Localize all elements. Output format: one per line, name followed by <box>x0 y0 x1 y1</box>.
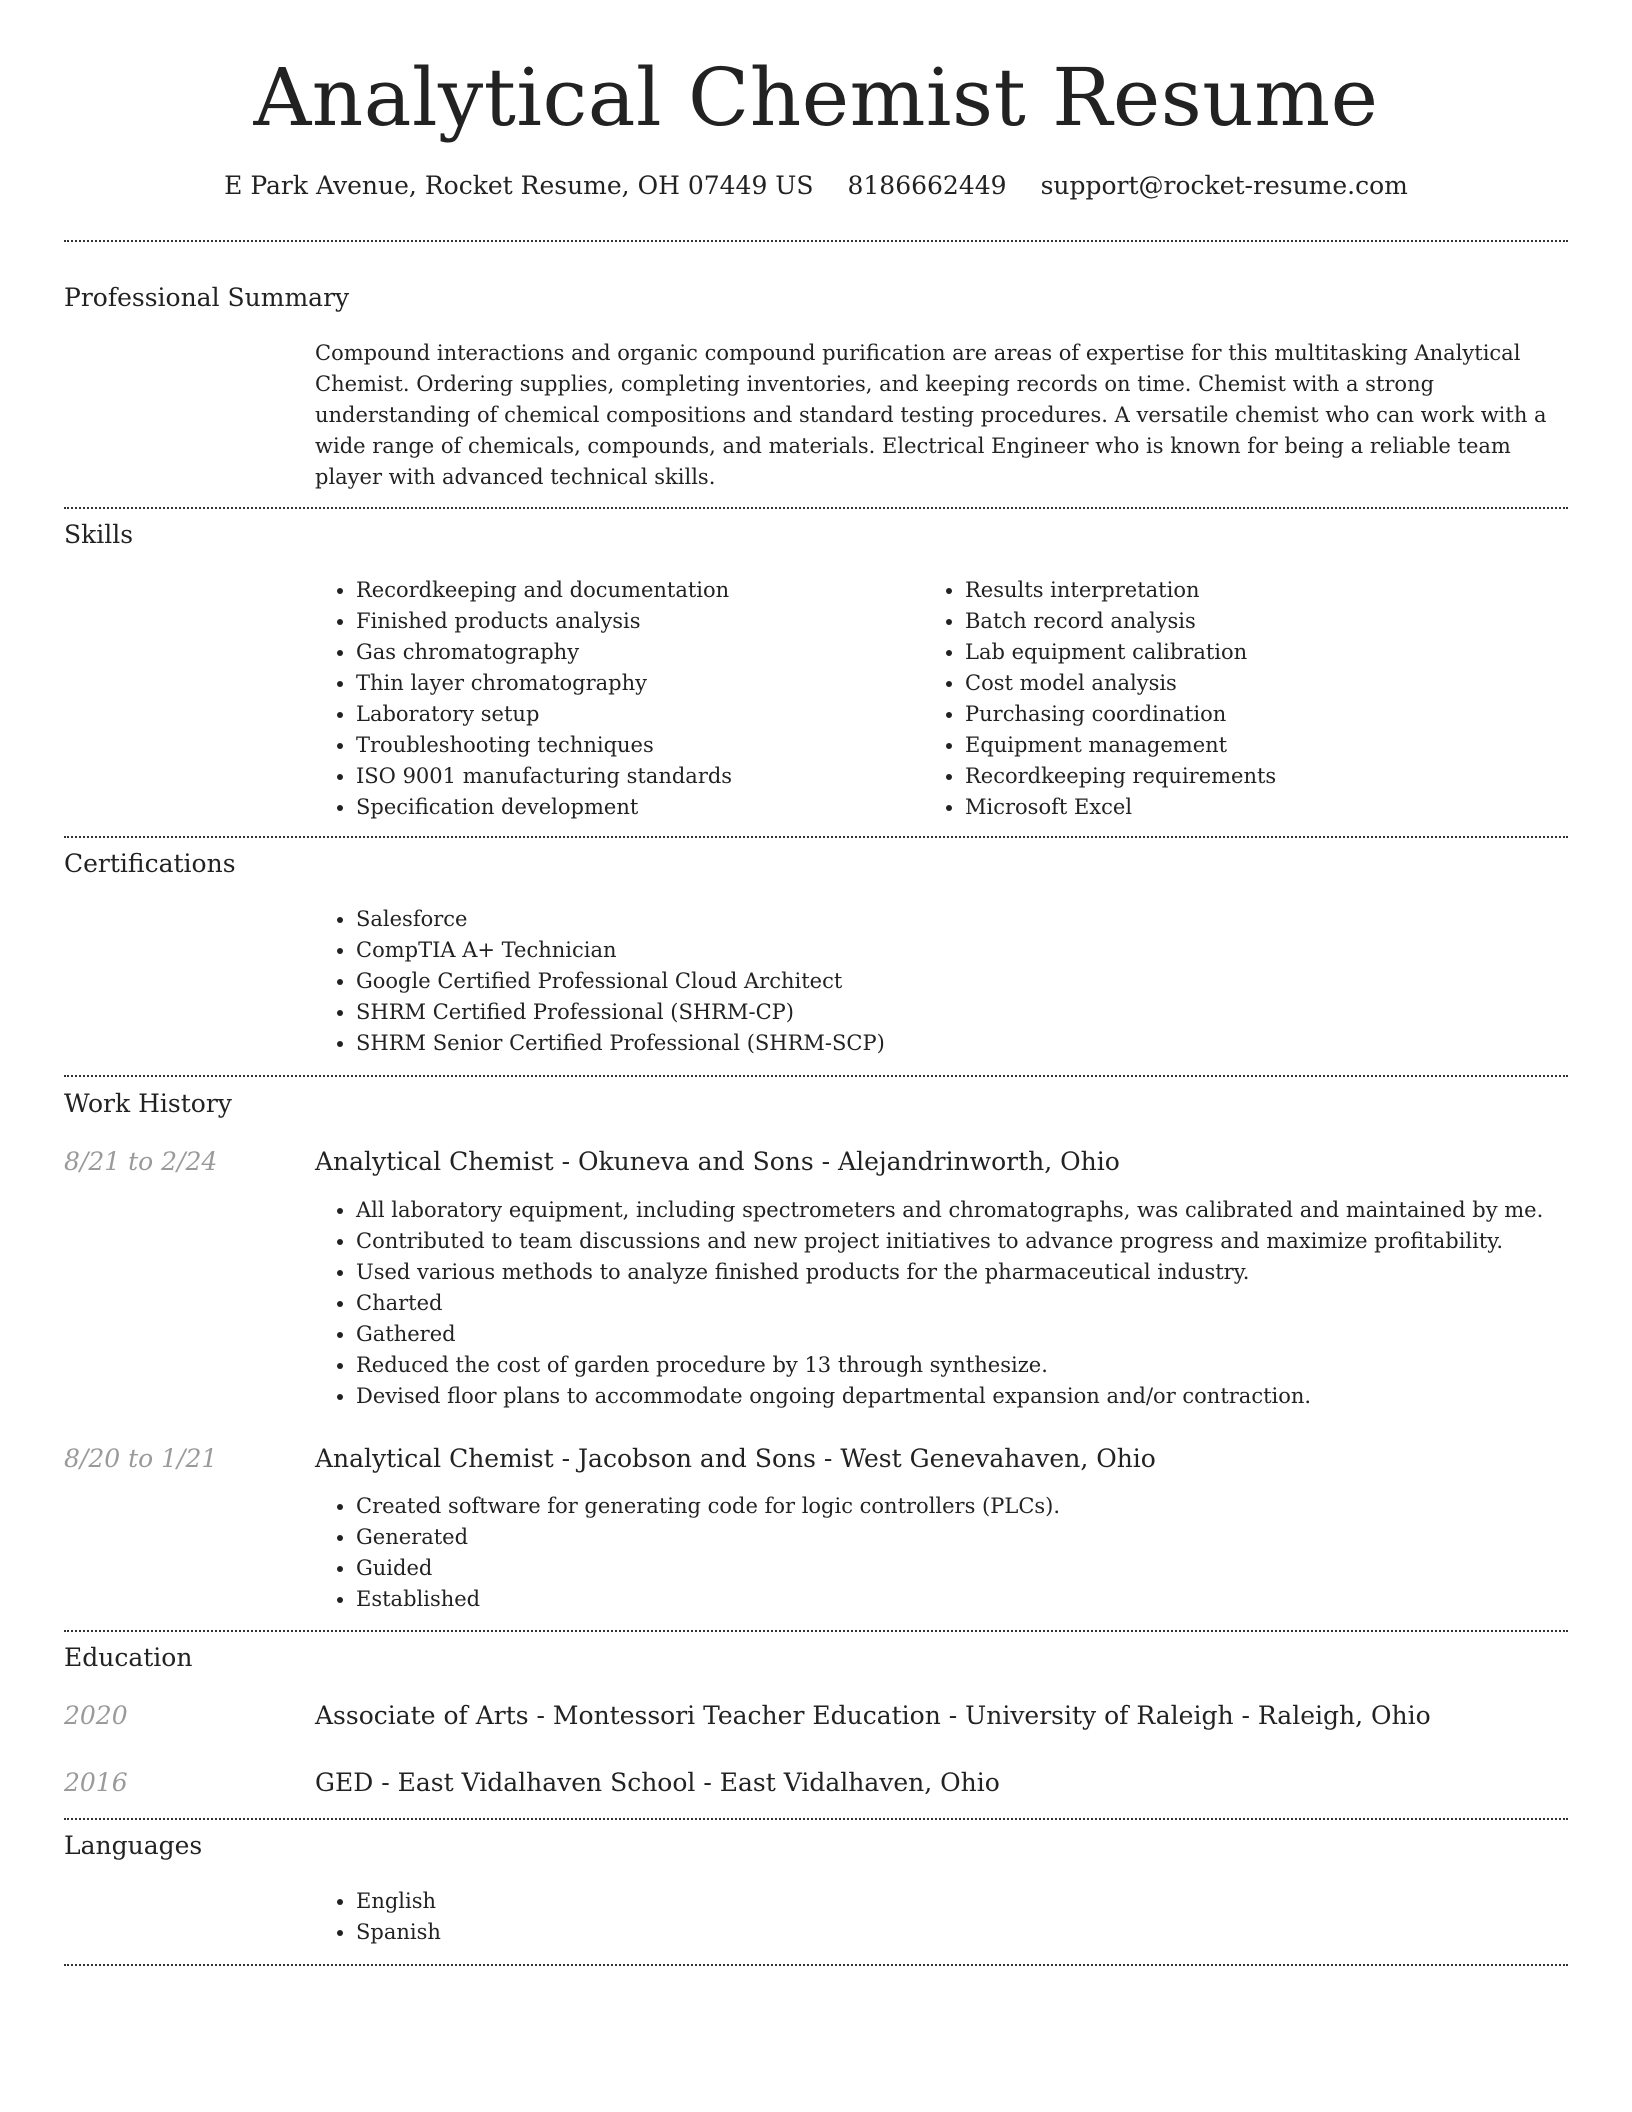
skill-item: • Cost model analysis <box>965 668 1565 699</box>
education-entry: GED - East Vidalhaven School - East Vidalhaven, Ohio <box>315 1768 1000 1797</box>
certifications-list <box>312 904 1556 1059</box>
divider <box>64 1964 1568 1966</box>
job-dates: 8/20 to 1/21 <box>64 1444 218 1473</box>
skill-item: • Specification development <box>356 792 916 823</box>
job-dates: 8/21 to 2/24 <box>64 1147 218 1176</box>
skill-item: • ISO 9001 manufacturing standards <box>356 761 916 792</box>
job-bullet: • Used various methods to analyze finished products for the pharmaceutical industry. <box>356 1257 1606 1288</box>
skill-item: • Purchasing coordination <box>965 699 1565 730</box>
job-bullet: • Reduced the cost of garden procedure by 13 through synthesize. <box>356 1350 1606 1381</box>
job-bullets <box>312 1195 1606 1412</box>
language-item: • English <box>356 1886 956 1917</box>
divider <box>64 1630 1568 1632</box>
certification-item: • SHRM Certified Professional (SHRM-CP) <box>356 997 1556 1028</box>
address: E Park Avenue, Rocket Resume, OH 07449 US <box>224 171 814 200</box>
divider <box>64 836 1568 838</box>
job-bullet: • Contributed to team discussions and new project initiatives to advance progress and maximize profitability. <box>356 1226 1606 1257</box>
skill-item: • Finished products analysis <box>356 606 916 637</box>
job-bullet: • Gathered <box>356 1319 1606 1350</box>
languages-list <box>312 1886 956 1948</box>
skill-item: • Lab equipment calibration <box>965 637 1565 668</box>
job-title: Analytical Chemist - Okuneva and Sons - Alejandrinworth, Ohio <box>315 1147 1120 1176</box>
job-bullet: • Generated <box>356 1522 1606 1553</box>
skill-item: • Gas chromatography <box>356 637 916 668</box>
certification-item: • Salesforce <box>356 904 1556 935</box>
divider <box>64 507 1568 509</box>
divider <box>64 240 1568 242</box>
education-year: 2020 <box>64 1701 128 1730</box>
skill-item: • Equipment management <box>965 730 1565 761</box>
skill-item: • Thin layer chromatography <box>356 668 916 699</box>
skill-item: • Recordkeeping requirements <box>965 761 1565 792</box>
skill-item: • Recordkeeping and documentation <box>356 575 916 606</box>
summary-text: Compound interactions and organic compound purification are areas of expertise for this multitasking Analytical Chemist. Ordering supplies, completing inventories, and keeping records on time. Chemist with a strong understanding of chemical compositions and standard testing procedures. A versatile chemist who can work with a wide range of chemicals, compounds, and materials. Electrical Engineer who is known for being a reliable team player with advanced technical skills. <box>315 341 1547 489</box>
job-bullet: • Charted <box>356 1288 1606 1319</box>
page-title: Analytical Chemist Resume <box>253 51 1379 144</box>
email: support@rocket-resume.com <box>1040 171 1408 200</box>
language-item: • Spanish <box>356 1917 956 1948</box>
job-bullet: • Created software for generating code for logic controllers (PLCs). <box>356 1491 1606 1522</box>
certifications-heading: Certifications <box>64 849 236 878</box>
phone: 8186662449 <box>847 171 1007 200</box>
skills-heading: Skills <box>64 520 134 549</box>
job-bullet: • Established <box>356 1584 1606 1615</box>
skills-list-left <box>312 575 916 823</box>
skill-item: • Laboratory setup <box>356 699 916 730</box>
certification-item: • SHRM Senior Certified Professional (SHRM-SCP) <box>356 1028 1556 1059</box>
certification-item: • Google Certified Professional Cloud Architect <box>356 966 1556 997</box>
skill-item: • Troubleshooting techniques <box>356 730 916 761</box>
contact-line <box>0 168 1632 204</box>
languages-heading: Languages <box>64 1831 203 1860</box>
skill-item: • Results interpretation <box>965 575 1565 606</box>
skill-item: • Microsoft Excel <box>965 792 1565 823</box>
divider <box>64 1075 1568 1077</box>
work-heading: Work History <box>64 1089 232 1118</box>
job-bullet: • Devised floor plans to accommodate ongoing departmental expansion and/or contraction. <box>356 1381 1606 1412</box>
education-year: 2016 <box>64 1768 128 1797</box>
job-bullet: • All laboratory equipment, including spectrometers and chromatographs, was calibrated and maintained by me. <box>356 1195 1606 1226</box>
job-title: Analytical Chemist - Jacobson and Sons - West Genevahaven, Ohio <box>315 1444 1156 1473</box>
job-bullet: • Guided <box>356 1553 1606 1584</box>
skills-list-right <box>921 575 1565 823</box>
job-bullets <box>312 1491 1606 1615</box>
education-entry: Associate of Arts - Montessori Teacher Education - University of Raleigh - Raleigh, Ohio <box>315 1701 1431 1730</box>
summary-heading: Professional Summary <box>64 283 350 312</box>
education-heading: Education <box>64 1643 193 1672</box>
certification-item: • CompTIA A+ Technician <box>356 935 1556 966</box>
skill-item: • Batch record analysis <box>965 606 1565 637</box>
divider <box>64 1818 1568 1820</box>
